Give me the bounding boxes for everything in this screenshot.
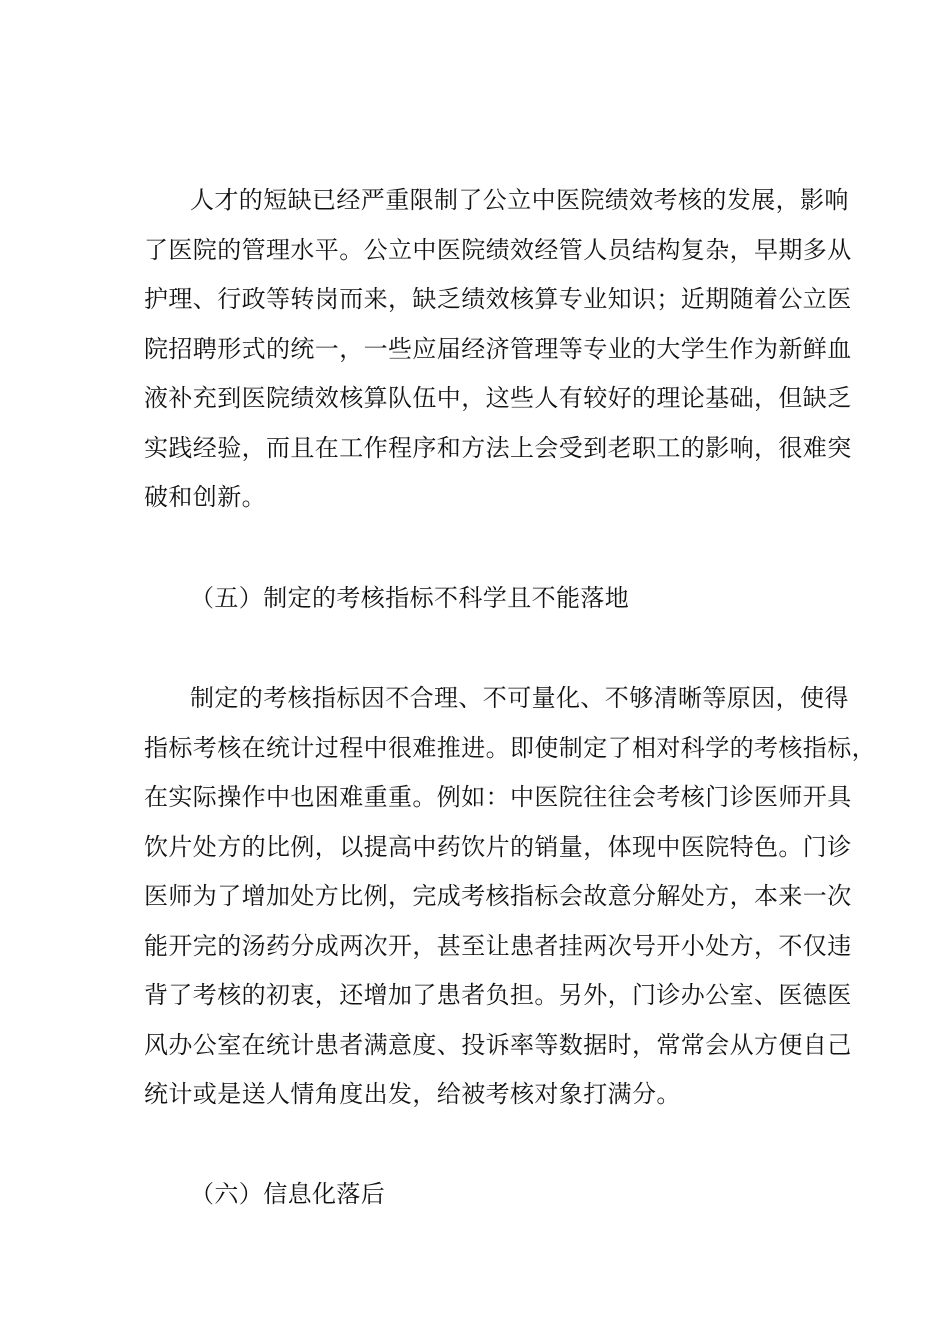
text-line: 护理、行政等转岗而来，缺乏绩效核算专业知识；近期随着公立医	[144, 285, 852, 313]
text-line: 人才的短缺已经严重限制了公立中医院绩效考核的发展，影响	[190, 186, 849, 214]
paragraph-talent-shortage	[144, 176, 852, 523]
text-line: 制定的考核指标因不合理、不可量化、不够清晰等原因，使得	[190, 684, 849, 712]
text-line: 在实际操作中也困难重重。例如：中医院往往会考核门诊医师开具	[144, 783, 852, 811]
text-line: 破和创新。	[144, 483, 266, 511]
paragraph-assessment-indicators	[144, 674, 876, 1120]
text-line: 饮片处方的比例，以提高中药饮片的销量，体现中医院特色。门诊	[144, 832, 852, 861]
text-line: 风办公室在统计患者满意度、投诉率等数据时，常常会从方便自己	[144, 1030, 852, 1059]
text-line: 医师为了增加处方比例，完成考核指标会故意分解处方，本来一次	[144, 882, 852, 910]
text-line: 背了考核的初衷，还增加了患者负担。另外，门诊办公室、医德医	[144, 981, 852, 1009]
text-line: 能开完的汤药分成两次开，甚至让患者挂两次号开小处方，不仅违	[144, 931, 852, 960]
text-line: 了医院的管理水平。公立中医院绩效经管人员结构复杂，早期多从	[144, 235, 852, 264]
text-line: 统计或是送人情角度出发，给被考核对象打满分。	[144, 1080, 681, 1108]
section-heading-5: （五）制定的考核指标不科学且不能落地	[190, 584, 630, 612]
text-line: 液补充到医院绩效核算队伍中，这些人有较好的理论基础，但缺乏	[144, 384, 852, 412]
text-line: 指标考核在统计过程中很难推进。即使制定了相对科学的考核指标，	[144, 733, 876, 762]
text-line: 院招聘形式的统一，一些应届经济管理等专业的大学生作为新鲜血	[144, 334, 852, 363]
section-heading-6: （六）信息化落后	[190, 1180, 386, 1208]
text-line: 实践经验，而且在工作程序和方法上会受到老职工的影响，很难突	[144, 433, 852, 462]
